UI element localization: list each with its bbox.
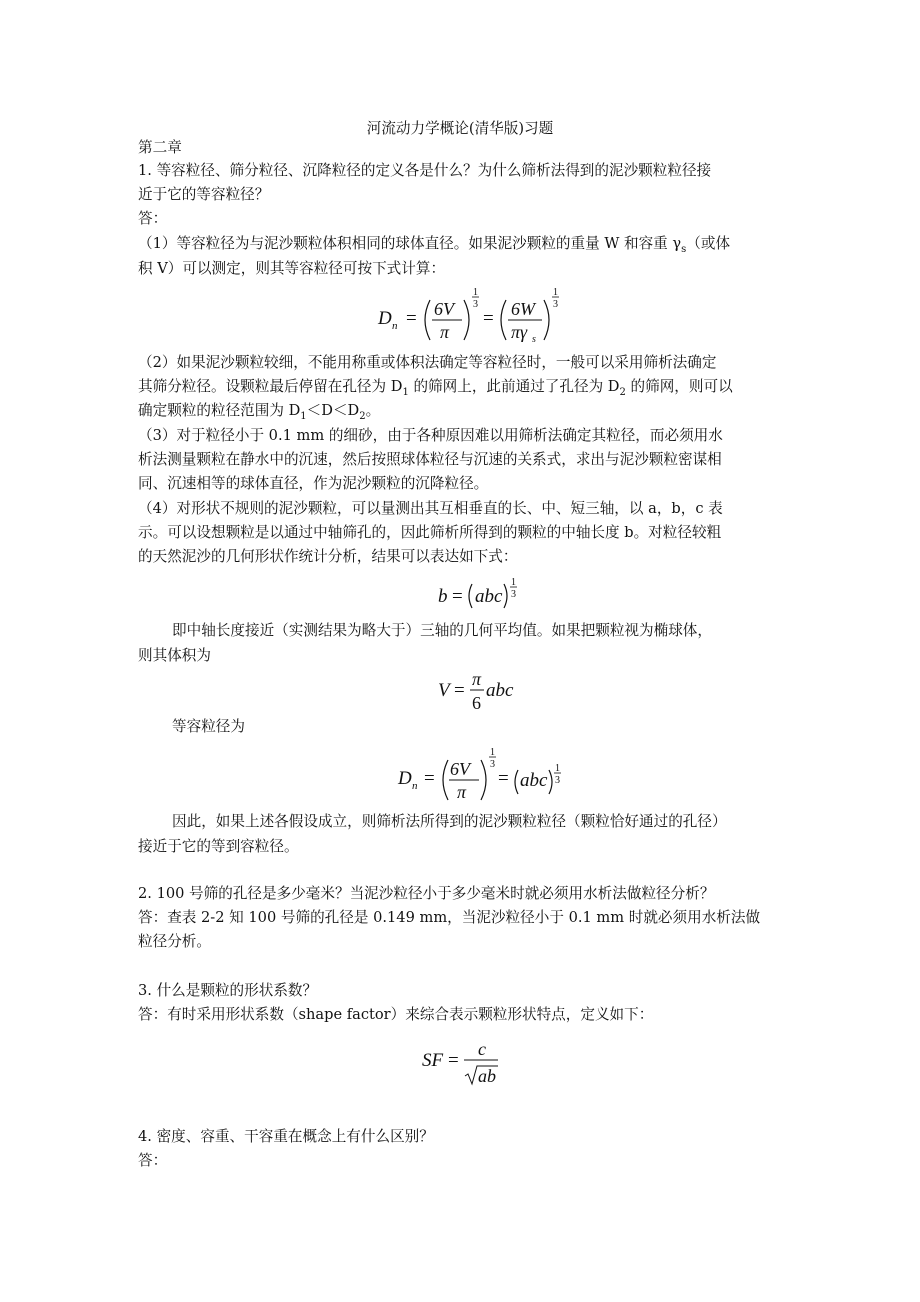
- eq3-body: abc: [486, 680, 514, 701]
- equation-v: [436, 666, 526, 722]
- q1-p4-line3: 的天然泥沙的几何形状作统计分析，结果可以表达如下式：: [138, 548, 518, 565]
- equation-dn-2: [394, 744, 564, 814]
- eq4-exp-num-2: 1: [555, 763, 560, 774]
- eq4-exp-den-2: 3: [555, 775, 560, 786]
- eq1-den2-sub: s: [532, 334, 536, 345]
- q1-p5-line1: 即中轴长度接近（实测结果为略大于）三轴的几何平均值。如果把颗粒视为椭球体，: [172, 622, 712, 639]
- eq2-exp-num: 1: [511, 577, 516, 588]
- eq1-equals-1: =: [406, 308, 417, 329]
- q1-p3-line1: （3）对于粒径小于 0.1 mm 的细砂，由于各种原因难以用筛析法确定其粒径，而必须用水: [138, 427, 723, 444]
- eq4-body: abc: [520, 770, 548, 791]
- eq5-equals: =: [448, 1050, 459, 1071]
- eq3-num: π: [472, 669, 482, 689]
- eq1-exp-num-2: 1: [553, 287, 558, 298]
- eq1-exp-den-1: 3: [473, 299, 478, 310]
- q2-answer-line2: 粒径分析。: [138, 933, 211, 950]
- q1-p3-line2: 析法测量颗粒在静水中的沉速，然后按照球体粒径与沉速的关系式，求出与泥沙颗粒密谋相: [138, 451, 722, 468]
- eq5-num: c: [478, 1039, 486, 1059]
- eq2-body: abc: [475, 586, 503, 607]
- q1-p6: 等容粒径为: [172, 718, 245, 735]
- eq4-num: 6V: [450, 759, 470, 779]
- equation-b: [434, 574, 534, 620]
- q2-line1: 2. 100 号筛的孔径是多少毫米？当泥沙粒径小于多少毫米时就必须用水析法做粒径分析？: [138, 885, 715, 902]
- q2-answer-line1: 答：查表 2-2 知 100 号筛的孔径是 0.149 mm，当泥沙粒径小于 0.1 mm 时就必须用水析法做: [138, 909, 761, 926]
- q1-line1: 1. 等容粒径、筛分粒径、沉降粒径的定义各是什么？为什么筛析法得到的泥沙颗粒粒径接: [138, 162, 712, 179]
- eq2-equals: =: [452, 586, 463, 607]
- q1-p7-line1: 因此，如果上述各假设成立，则筛析法所得到的泥沙颗粒粒径（颗粒恰好通过的孔径）: [172, 813, 727, 830]
- eq4-equals-1: =: [424, 768, 435, 789]
- eq4-den: π: [457, 782, 467, 802]
- eq4-lhs-sub: n: [412, 780, 418, 792]
- equation-dn-1: [372, 284, 572, 354]
- eq1-lhs-sub: n: [392, 320, 398, 332]
- q4-answer-label: 答：: [138, 1152, 168, 1169]
- q1-p2-line2: 其筛分粒径。设颗粒最后停留在孔径为 $D_1$ 的筛网上，此前通过了孔径为 $D_2$ 的筛网，则可以: [138, 378, 733, 398]
- eq1-equals-2: =: [483, 308, 494, 329]
- eq1-exp-den-2: 3: [553, 299, 558, 310]
- eq3-lhs: V: [438, 680, 450, 701]
- eq1-num2: 6W: [511, 299, 535, 319]
- eq1-lhs: D: [378, 308, 392, 329]
- q1-p5-line2: 则其体积为: [138, 647, 211, 664]
- eq1-den1: π: [440, 322, 450, 342]
- q3-line1: 3. 什么是颗粒的形状系数？: [138, 982, 318, 999]
- eq4-equals-2: =: [498, 768, 509, 789]
- eq1-exp-num-1: 1: [473, 287, 478, 298]
- page-title: 河流动力学概论(清华版)习题: [366, 120, 554, 137]
- q1-p7-line2: 接近于它的等到容粒径。: [138, 838, 299, 855]
- eq5-den: ab: [478, 1066, 496, 1086]
- q1-p3-line3: 同、沉速相等的球体直径，作为泥沙颗粒的沉降粒径。: [138, 475, 489, 492]
- eq4-exp-num-1: 1: [490, 747, 495, 758]
- q1-answer-label: 答：: [138, 210, 168, 227]
- eq1-den2: πγ: [511, 322, 528, 342]
- q1-line2: 近于它的等容粒径？: [138, 186, 270, 203]
- q1-p4-line1: （4）对形状不规则的泥沙颗粒，可以量测出其互相垂直的长、中、短三轴，以 a，b，c 表: [138, 500, 723, 517]
- eq2-lhs: b: [438, 586, 448, 607]
- eq1-num1: 6V: [434, 299, 454, 319]
- eq2-exp-den: 3: [511, 589, 516, 600]
- eq4-lhs: D: [398, 768, 412, 789]
- q1-p2-line1: （2）如果泥沙颗粒较细，不能用称重或体积法确定等容粒径时，一般可以采用筛析法确定: [138, 354, 717, 371]
- equation-sf: [420, 1036, 510, 1098]
- eq5-lhs: SF: [422, 1050, 444, 1071]
- q1-p2-line3: 确定颗粒的粒径范围为 $D_1<D<D_2$。: [138, 402, 381, 422]
- q1-p1-line1: （1）等容粒径为与泥沙颗粒体积相同的球体直径。如果泥沙颗粒的重量 W 和容重 $\gamma_s$（或体: [138, 235, 731, 255]
- eq4-exp-den-1: 3: [490, 759, 495, 770]
- q1-p1-line2: 积 V）可以测定，则其等容粒径可按下式计算：: [138, 260, 446, 277]
- q1-p4-line2: 示。可以设想颗粒是以通过中轴筛孔的，因此筛析所得到的颗粒的中轴长度 b。对粒径较粗: [138, 524, 722, 541]
- eq3-equals: =: [454, 680, 465, 701]
- eq3-den: 6: [472, 693, 481, 713]
- q4-line1: 4. 密度、容重、干容重在概念上有什么区别？: [138, 1128, 434, 1145]
- chapter-heading: 第二章: [138, 139, 182, 156]
- q3-answer-line1: 答：有时采用形状系数（shape factor）来综合表示颗粒形状特点，定义如下：: [138, 1006, 654, 1023]
